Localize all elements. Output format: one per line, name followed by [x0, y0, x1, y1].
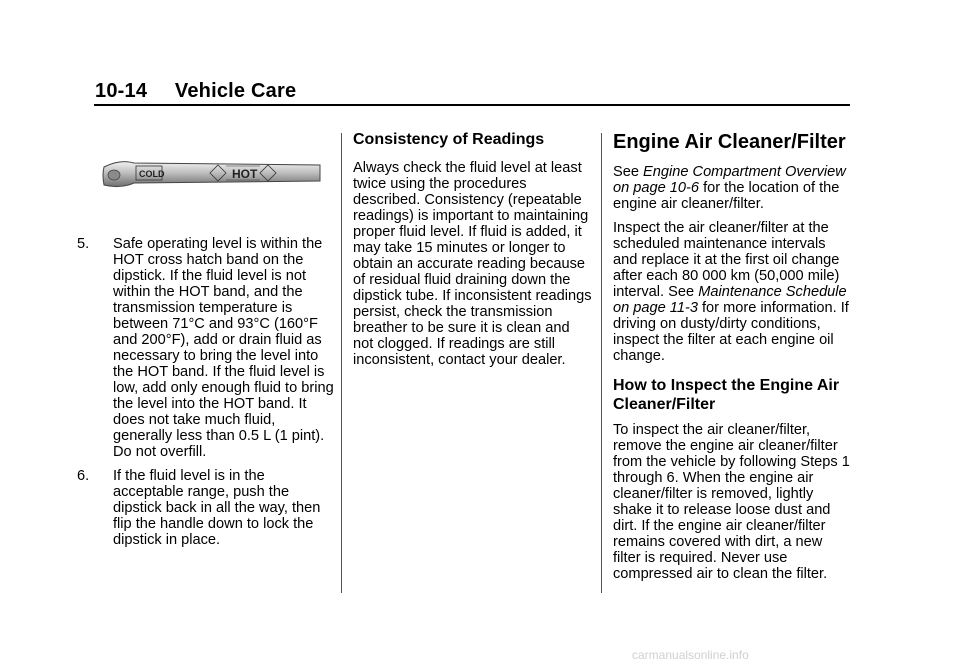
step-5-text: Safe operating level is within the HOT cross hatch band on the dipstick. If the fluid level is not within the HOT band, and the transmission temperature is between 71°C and 93°C (160°F and 200°F), add or drain fluid as necessary to bring the level into the HOT band. If the fluid level is low, add only enough fluid to bring the level into the HOT band. It does not take much fluid, generally less than 0.5 L (1 pint). Do not overfill. [113, 236, 334, 460]
header-rule [94, 104, 850, 106]
consistency-body: Always check the fluid level at least twice using the procedures described. Consistency (repeatable readings) is important to maintaining proper fluid level. If fluid is added, it may take 15 minutes or longer to obtain an accurate reading because of residual fluid draining down the dipstick tube. If inconsistent readings persist, check the transmission breather to be sure it is clean and not clogged. If readings are still inconsistent, contact your dealer. [353, 160, 592, 368]
list-item: 5. Safe operating level is within the HOT cross hatch band on the dipstick. If the fluid level is not within the HOT band, and the transmission temperature is between 71°C and 93°C (160°F and 200°F), add or drain fluid as necessary to bring the level into the HOT band. If the fluid level is low, add only enough fluid to bring the level into the HOT band. It does not take much fluid, generally less than 0.5 L (1 pint). Do not overfill. [77, 236, 334, 460]
list-item: 6. If the fluid level is in the acceptable range, push the dipstick back in all the way, then flip the handle down to lock the dipstick in place. [77, 468, 321, 548]
section-title: Vehicle Care [174, 80, 297, 102]
column-3 [613, 130, 853, 590]
cold-mark-label: COLD [139, 169, 165, 179]
air-filter-heading: Engine Air Cleaner/Filter [613, 131, 846, 153]
step-6-text: If the fluid level is in the acceptable range, push the dipstick back in all the way, then flip the handle down to lock the dipstick in place. [113, 468, 321, 548]
dipstick-illustration [100, 153, 322, 197]
consistency-heading: Consistency of Readings [353, 131, 545, 148]
column-1 [77, 236, 335, 556]
column-divider-2 [601, 133, 602, 593]
watermark: carmanualsonline.info [632, 648, 749, 662]
hot-mark-label: HOT [232, 167, 258, 181]
inspect-subheading: How to Inspect the Engine Air Cleaner/Filter [613, 377, 840, 413]
air-filter-interval-paragraph: Inspect the air cleaner/filter at the scheduled maintenance intervals and replace it at the first oil change after each 80 000 km (50,000 mile) interval. See Maintenance Schedule on page 11-3 for more information. If driving on dusty/dirty conditions, inspect the filter at each engine oil change. [613, 220, 849, 364]
column-2 [353, 130, 593, 376]
engine-compartment-reference[interactable]: Engine Compartment Overview on page 10-6 [613, 164, 846, 196]
page-number: 10-14 [95, 80, 148, 102]
inspect-body: To inspect the air cleaner/filter, remove the engine air cleaner/filter from the vehicle by following Steps 1 through 6. When the engine air cleaner/filter is removed, lightly shake it to release loose dust and dirt. If the engine air cleaner/filter remains covered with dirt, a new filter is required. Never use compressed air to clean the filter. [613, 422, 850, 582]
air-filter-location-paragraph: See Engine Compartment Overview on page 10-6 for the location of the engine air cleaner/filter. [613, 164, 846, 212]
maintenance-schedule-reference[interactable]: Maintenance Schedule on page 11-3 [613, 284, 847, 316]
column-divider-1 [341, 133, 342, 593]
page-header [95, 80, 296, 103]
